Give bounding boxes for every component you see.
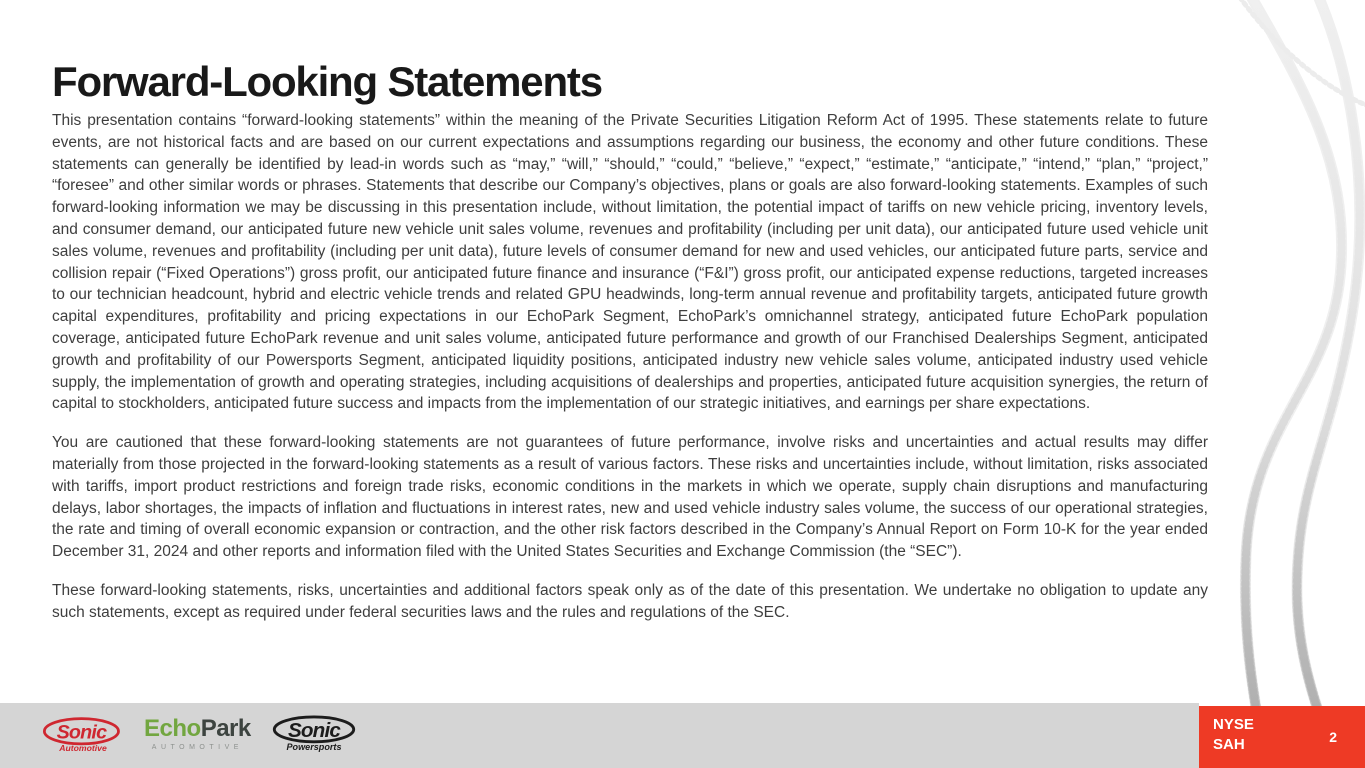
echopark-logo — [144, 714, 251, 751]
ticker-symbol: SAH — [1213, 736, 1245, 754]
paragraph-1: This presentation contains “forward-looking statements” within the meaning of the Private Securities Litigation Reform Act of 1995. These statements relate to future events, are not historical facts and are based on our current expectations and assumptions regarding our business, the economy and other future conditions. These statements can generally be identified by lead-in words such as “may,” “will,” “should,” “could,” “believe,” “expect,” “estimate,” “anticipate,” “intend,” “plan,” “project,” “foresee” and other similar words or phrases. Statements that describe our Company’s objectives, plans or goals are also forward-looking statements. Examples of such forward-looking information we may be discussing in this presentation include, without limitation, the potential impact of tariffs on new vehicle pricing, inventory levels, and consumer demand, our anticipated future new vehicle unit sales volume, revenues and profitability (including per unit data), our anticipated future used vehicle unit sales volume, revenues and profitability (including per unit data), future levels of consumer demand for new and used vehicles, our anticipated future parts, service and collision repair (“Fixed Operations”) gross profit, our anticipated future finance and insurance (“F&I”) gross profit, our anticipated expense reductions, targeted increases to our technician headcount, hybrid and electric vehicle trends and related GPU headwinds, long-term annual revenue and profitability targets, anticipated future growth capital expenditures, profitability and pricing expectations in our EchoPark Segment, EchoPark’s omnichannel strategy, anticipated future EchoPark population coverage, anticipated future EchoPark revenue and unit sales volume, anticipated future performance and growth of our Franchised Dealerships Segment, anticipated growth and profitability of our Powersports Segment, anticipated liquidity positions, anticipated industry new vehicle sales volume, anticipated industry used vehicle supply, the implementation of growth and operating strategies, including acquisitions of dealerships and properties, anticipated future acquisition synergies, the return of capital to stockholders, anticipated future success and impacts from the implementation of our strategic initiatives, and earnings per share expectations. — [52, 112, 1208, 413]
footer-band — [0, 703, 1199, 768]
paragraph-2: You are cautioned that these forward-looking statements are not guarantees of future performance, involve risks and uncertainties and actual results may differ materially from those projected in the forward-looking statements as a result of various factors. These risks and uncertainties include, without limitation, risks associated with tariffs, import product restrictions and foreign trade risks, economic conditions in the markets in which we operate, supply chain disruptions and manufacturing delays, labor shortages, the impacts of inflation and fluctuations in interest rates, new and used vehicle industry sales volume, the success of our operational strategies, the rate and timing of overall economic expansion or contraction, and the other risk factors described in the Company’s Annual Report on Form 10-K for the year ended December 31, 2024 and other reports and information filed with the United States Securities and Exchange Commission (the “SEC”). — [52, 434, 1208, 561]
sonic-automotive-logo — [42, 710, 124, 762]
paragraph-3: These forward-looking statements, risks, uncertainties and additional factors speak only as of the date of this presentation. We undertake no obligation to update any such statements, except as required under federal securities laws and the rules and regulations of the SEC. — [52, 581, 1208, 621]
echopark-word-echo: Echo — [144, 714, 201, 742]
echopark-subtext: AUTOMOTIVE — [151, 743, 243, 751]
page-number: 2 — [1329, 729, 1337, 745]
sonic-automotive-subtext: Automotive — [59, 742, 107, 753]
sonic-powersports-wordmark: Sonic — [287, 718, 340, 742]
ticker-badge — [1199, 706, 1365, 768]
page-title: Forward-Looking Statements — [52, 58, 602, 106]
sonic-powersports-subtext: Powersports — [286, 741, 342, 752]
ticker-exchange: NYSE — [1213, 716, 1254, 733]
ticker-text — [1213, 715, 1254, 756]
body-text — [52, 110, 1208, 641]
sonic-powersports-logo — [271, 711, 357, 761]
echopark-word-park: Park — [200, 714, 251, 742]
sonic-automotive-wordmark: Sonic — [56, 720, 107, 743]
